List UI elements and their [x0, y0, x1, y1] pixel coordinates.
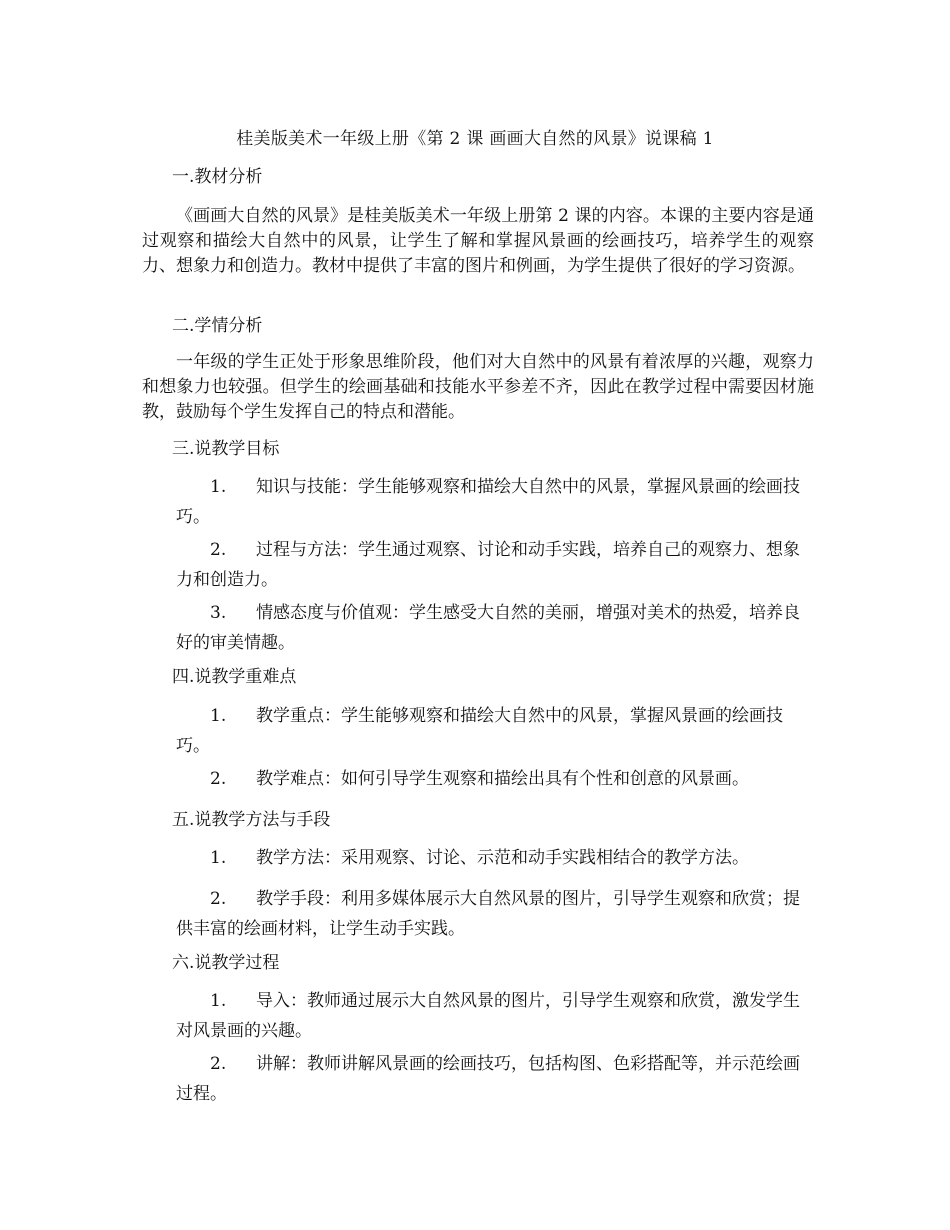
list-item — [176, 701, 816, 761]
section-heading-students: 二.学情分析 — [172, 316, 263, 336]
list-text: 情感态度与价值观：学生感受大自然的美丽，增强对美术的热爱，培养良好的审美情趣。 — [176, 603, 800, 653]
list-item — [176, 472, 816, 532]
list-number: 2. — [210, 540, 227, 560]
list-item — [176, 986, 816, 1046]
list-number: 1. — [210, 848, 227, 868]
section-heading-process: 六.说教学过程 — [172, 953, 280, 973]
list-text: 教学难点：如何引导学生观察和描绘出具有个性和创意的风景画。 — [256, 769, 749, 789]
list-text: 导入：教师通过展示大自然风景的图片，引导学生观察和欣赏，激发学生对风景画的兴趣。 — [176, 991, 800, 1041]
list-number: 2. — [210, 1054, 227, 1074]
list-text: 教学方法：采用观察、讨论、示范和动手实践相结合的教学方法。 — [256, 848, 749, 868]
paragraph-students: 一年级的学生正处于形象思维阶段，他们对大自然中的风景有着浓厚的兴趣，观察力和想象力也较强。但学生的绘画基础和技能水平参差不齐，因此在教学过程中需要因材施教，鼓励每个学生发挥自己的特点和潜能。 — [142, 352, 814, 422]
list-number: 1. — [210, 477, 227, 497]
list-item — [176, 843, 816, 873]
list-text: 过程与方法：学生通过观察、讨论和动手实践，培养自己的观察力、想象力和创造力。 — [176, 540, 800, 590]
section-heading-objectives: 三.说教学目标 — [172, 439, 280, 459]
list-text: 教学手段：利用多媒体展示大自然风景的图片，引导学生观察和欣赏；提供丰富的绘画材料，让学生动手实践。 — [176, 889, 800, 939]
paragraph-materials: 《画画大自然的风景》是桂美版美术一年级上册第 2 课的内容。本课的主要内容是通过观察和描绘大自然中的风景，让学生了解和掌握风景画的绘画技巧，培养学生的观察力、想象力和创造力。教材中提供了丰富的图片和例画，为学生提供了很好的学习资源。 — [142, 206, 814, 276]
section-heading-methods: 五.说教学方法与手段 — [172, 810, 331, 830]
list-number: 2. — [210, 769, 227, 789]
list-item — [176, 535, 816, 595]
document-title: 桂美版美术一年级上册《第 2 课 画画大自然的风景》说课稿 1 — [236, 129, 714, 149]
list-item — [176, 1049, 816, 1109]
list-number: 2. — [210, 889, 227, 909]
section-heading-key-points: 四.说教学重难点 — [172, 667, 297, 687]
list-text: 教学重点：学生能够观察和描绘大自然中的风景，掌握风景画的绘画技巧。 — [176, 706, 783, 756]
list-number: 1. — [210, 706, 227, 726]
list-number: 1. — [210, 991, 227, 1011]
list-text: 知识与技能：学生能够观察和描绘大自然中的风景，掌握风景画的绘画技巧。 — [176, 477, 800, 527]
list-text: 讲解：教师讲解风景画的绘画技巧，包括构图、色彩搭配等，并示范绘画过程。 — [176, 1054, 800, 1104]
list-number: 3. — [210, 603, 227, 623]
list-item — [176, 884, 816, 944]
list-item — [176, 764, 816, 794]
section-heading-materials: 一.教材分析 — [172, 167, 263, 187]
list-item — [176, 598, 816, 658]
